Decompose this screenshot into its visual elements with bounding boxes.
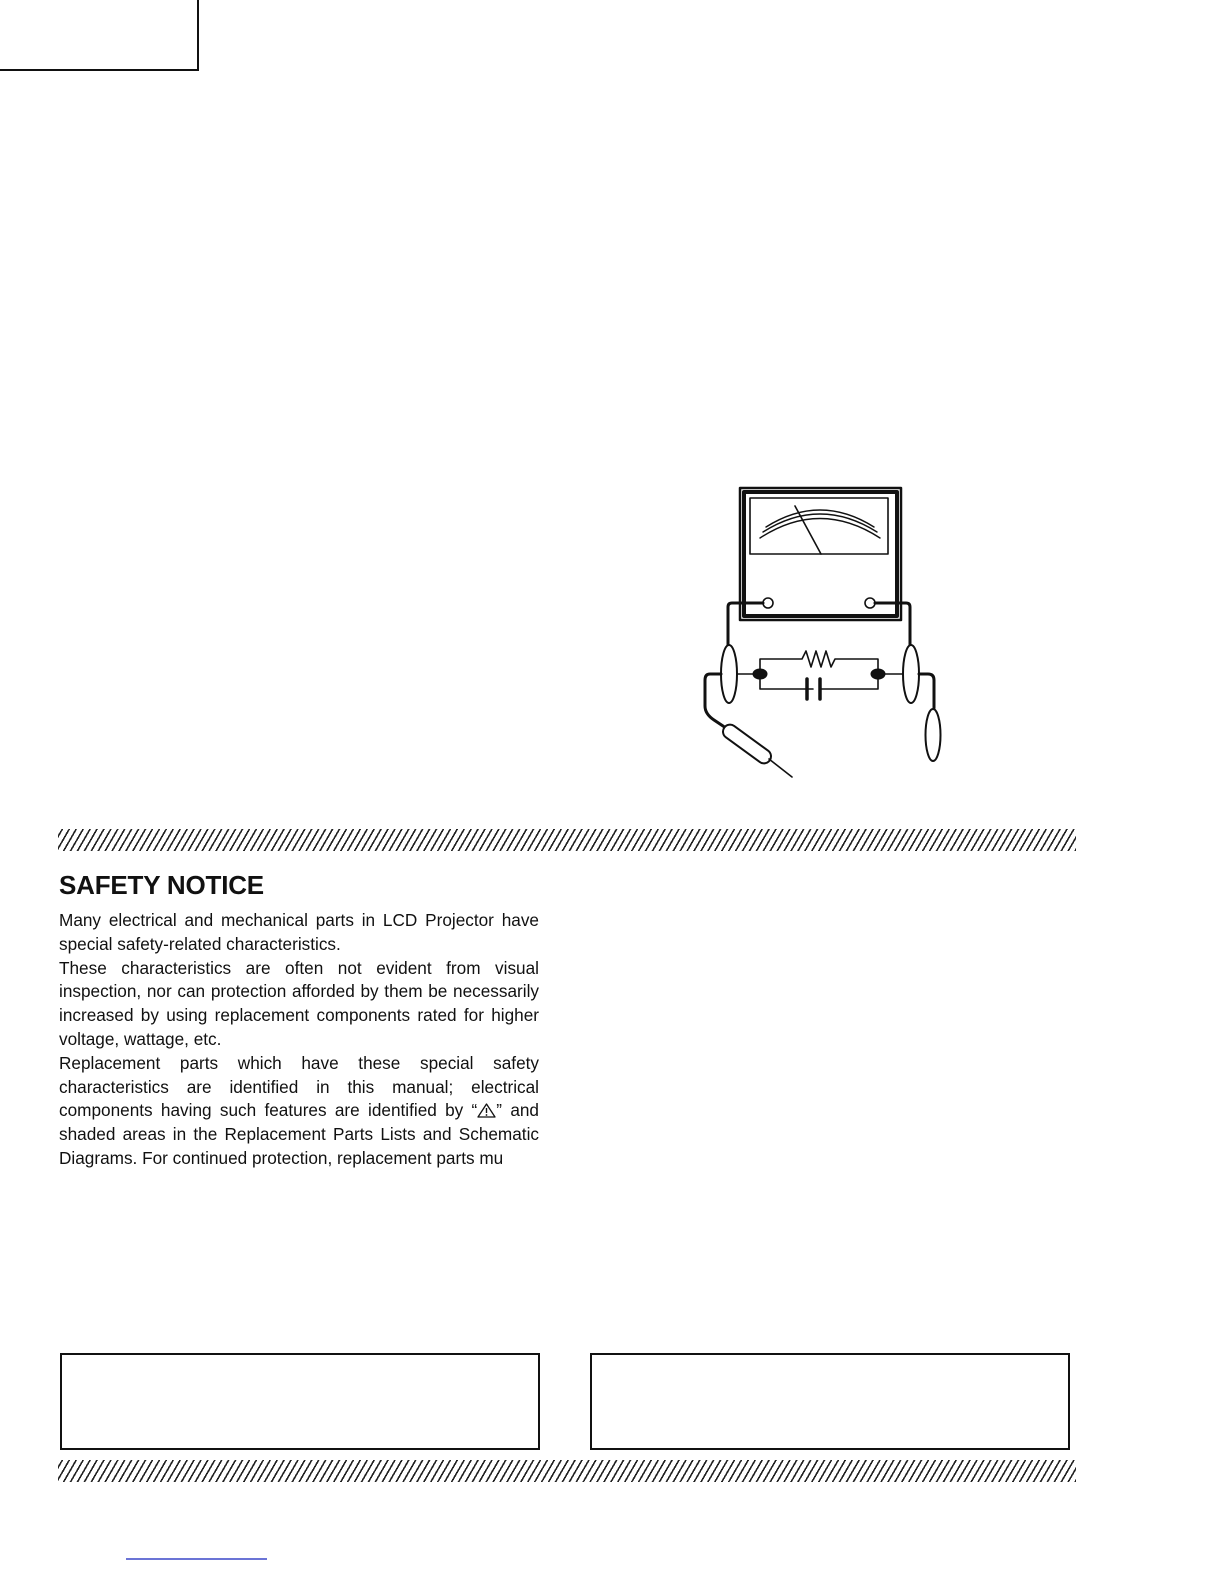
paragraph-text-after-symbol: ” and shaded areas in the Replacement Parts Lists and Schematic Diagrams. For continued protection, replacement parts mu	[59, 1100, 539, 1168]
test-probe-tip	[769, 759, 792, 777]
warning-triangle-icon	[477, 1103, 496, 1118]
clip-right	[903, 645, 919, 703]
test-probe	[720, 722, 774, 766]
meter-lead-right	[875, 603, 910, 646]
junction-dot-left	[753, 669, 767, 679]
hatched-divider-bottom	[58, 1460, 1076, 1482]
paragraph-text-before-symbol: Replacement parts which have these special safety characteristics are identified in this manual; electrical components having such features are identified by “	[59, 1052, 539, 1121]
leakage-test-meter-diagram	[700, 486, 945, 781]
note-box-right	[590, 1353, 1070, 1450]
hatched-divider-top	[58, 829, 1076, 851]
junction-dot-right	[871, 669, 885, 679]
safety-notice-title: SAFETY NOTICE	[59, 870, 264, 900]
note-box-left	[60, 1353, 540, 1450]
safety-notice-paragraph: These characteristics are often not evident from visual inspection, nor can protection afforded by them be necessarily increased by using replacement components rated for higher voltage, wattage, etc.	[59, 957, 539, 1049]
safety-notice-paragraph	[59, 1052, 539, 1171]
page-corner-frame	[0, 0, 199, 71]
capacitor-branch-left	[760, 674, 813, 689]
meter-scale-arc	[763, 514, 877, 532]
meter-needle	[795, 506, 821, 554]
meter-scale-arc	[760, 519, 880, 539]
bottom-link-underline[interactable]	[126, 1558, 267, 1560]
safety-notice-paragraph: Many electrical and mechanical parts in LCD Projector have special safety-related characteristics.	[59, 910, 539, 954]
capacitor-branch-right	[821, 674, 878, 689]
ground-clip	[926, 709, 941, 761]
safety-notice-body	[59, 909, 539, 1171]
clip-left	[721, 645, 737, 703]
ground-cable-right	[919, 674, 934, 708]
